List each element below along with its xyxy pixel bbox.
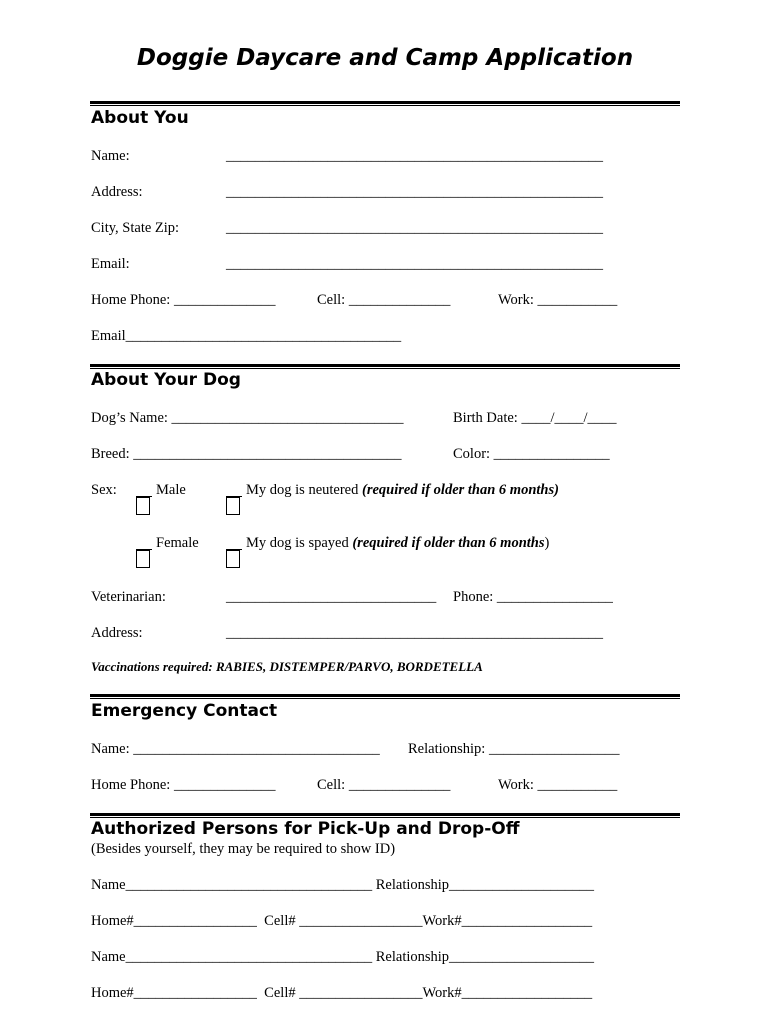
breed-field[interactable]: Breed: _____________________________________ (91, 446, 402, 462)
emergency-home-phone-field[interactable]: Home Phone: ______________ (91, 777, 276, 793)
authorized-person-1-phones-field[interactable]: Home#_________________ Cell# _________________Work#__________________ (91, 913, 593, 929)
section-heading-authorized: Authorized Persons for Pick-Up and Drop-Off (91, 819, 520, 839)
authorized-person-1-name-field[interactable]: Name__________________________________ Relationship____________________ (91, 877, 595, 893)
city-state-zip-label: City, State Zip: (91, 220, 180, 236)
page-title: Doggie Daycare and Camp Application (136, 45, 634, 71)
color-field[interactable]: Color: ________________ (453, 446, 610, 462)
section-heading-emergency: Emergency Contact (91, 701, 278, 721)
email-secondary-field[interactable]: Email______________________________________ (91, 328, 402, 344)
dog-name-field[interactable]: Dog’s Name: ________________________________ (91, 410, 404, 426)
vet-phone-field[interactable]: Phone: ________________ (453, 589, 613, 605)
spayed-label: My dog is spayed (required if older than 6 months) (246, 535, 550, 551)
neutered-label: My dog is neutered (required if older than 6 months) (246, 482, 559, 498)
section-rule (90, 101, 680, 106)
authorized-subheading: (Besides yourself, they may be required to show ID) (91, 841, 396, 857)
vet-address-field[interactable]: ____________________________________________________ (226, 625, 603, 641)
name-field[interactable]: ____________________________________________________ (226, 148, 603, 164)
section-heading-about-you: About You (91, 108, 189, 128)
emergency-name-field[interactable]: Name: __________________________________ (91, 741, 380, 757)
female-checkbox[interactable] (136, 550, 150, 568)
female-label: Female (156, 535, 199, 551)
authorized-person-2-phones-field[interactable]: Home#_________________ Cell# _________________Work#__________________ (91, 985, 593, 1001)
emergency-work-field[interactable]: Work: ___________ (498, 777, 618, 793)
male-checkbox[interactable] (136, 497, 150, 515)
section-rule (90, 364, 680, 369)
veterinarian-field[interactable]: _____________________________ (226, 589, 437, 605)
work-field[interactable]: Work: ___________ (498, 292, 618, 308)
emergency-cell-field[interactable]: Cell: ______________ (317, 777, 451, 793)
section-rule (90, 694, 680, 699)
birth-date-field[interactable]: Birth Date: ____/____/____ (453, 410, 617, 426)
email-label: Email: (91, 256, 130, 272)
vaccinations-note: Vaccinations required: RABIES, DISTEMPER/PARVO, BORDETELLA (91, 659, 483, 674)
authorized-person-2-name-field[interactable]: Name__________________________________ Relationship____________________ (91, 949, 595, 965)
section-heading-about-dog: About Your Dog (91, 370, 241, 390)
address-label: Address: (91, 184, 143, 200)
sex-label: Sex: (91, 482, 117, 498)
cell-field[interactable]: Cell: ______________ (317, 292, 451, 308)
neutered-checkbox[interactable] (226, 497, 240, 515)
veterinarian-label: Veterinarian: (91, 589, 166, 605)
city-state-zip-field[interactable]: ____________________________________________________ (226, 220, 603, 236)
vet-address-label: Address: (91, 625, 143, 641)
home-phone-field[interactable]: Home Phone: ______________ (91, 292, 276, 308)
section-rule (90, 813, 680, 818)
emergency-relationship-field[interactable]: Relationship: __________________ (408, 741, 620, 757)
email-field[interactable]: ____________________________________________________ (226, 256, 603, 272)
spayed-checkbox[interactable] (226, 550, 240, 568)
name-label: Name: (91, 148, 130, 164)
male-label: Male (156, 482, 186, 498)
address-field[interactable]: ____________________________________________________ (226, 184, 603, 200)
